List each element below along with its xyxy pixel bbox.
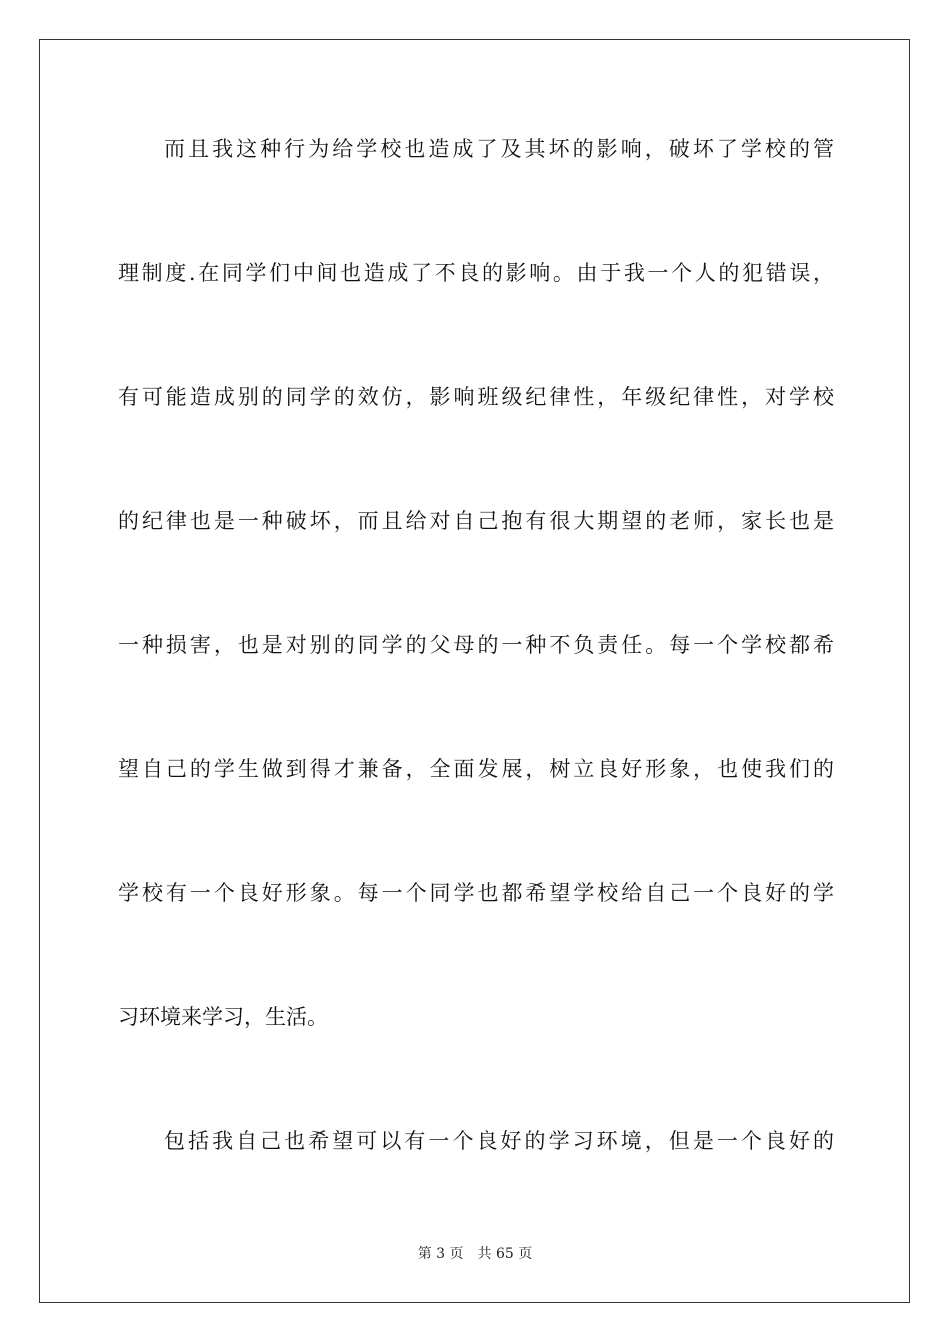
paragraph-line: 学校有一个良好形象。每一个同学也都希望学校给自己一个良好的学 [118, 881, 834, 905]
paragraph-line: 一种损害，也是对别的同学的父母的一种不负责任。每一个学校都希 [118, 633, 834, 657]
page-footer [0, 1244, 950, 1264]
page-number: 第 3 页 [417, 1246, 464, 1262]
page-total: 共 65 页 [477, 1246, 533, 1262]
paragraph-line: 而且我这种行为给学校也造成了及其坏的影响，破坏了学校的管 [164, 137, 834, 161]
paragraph-line: 理制度.在同学们中间也造成了不良的影响。由于我一个人的犯错误， [118, 261, 834, 285]
page-border [39, 39, 910, 1303]
paragraph-line: 的纪律也是一种破坏，而且给对自己抱有很大期望的老师，家长也是 [118, 509, 834, 533]
paragraph-line: 习环境来学习，生活。 [118, 1005, 328, 1029]
paragraph-line: 包括我自己也希望可以有一个良好的学习环境，但是一个良好的 [164, 1129, 834, 1153]
paragraph-line: 有可能造成别的同学的效仿，影响班级纪律性，年级纪律性，对学校 [118, 385, 834, 409]
paragraph-line: 望自己的学生做到得才兼备，全面发展，树立良好形象，也使我们的 [118, 757, 834, 781]
